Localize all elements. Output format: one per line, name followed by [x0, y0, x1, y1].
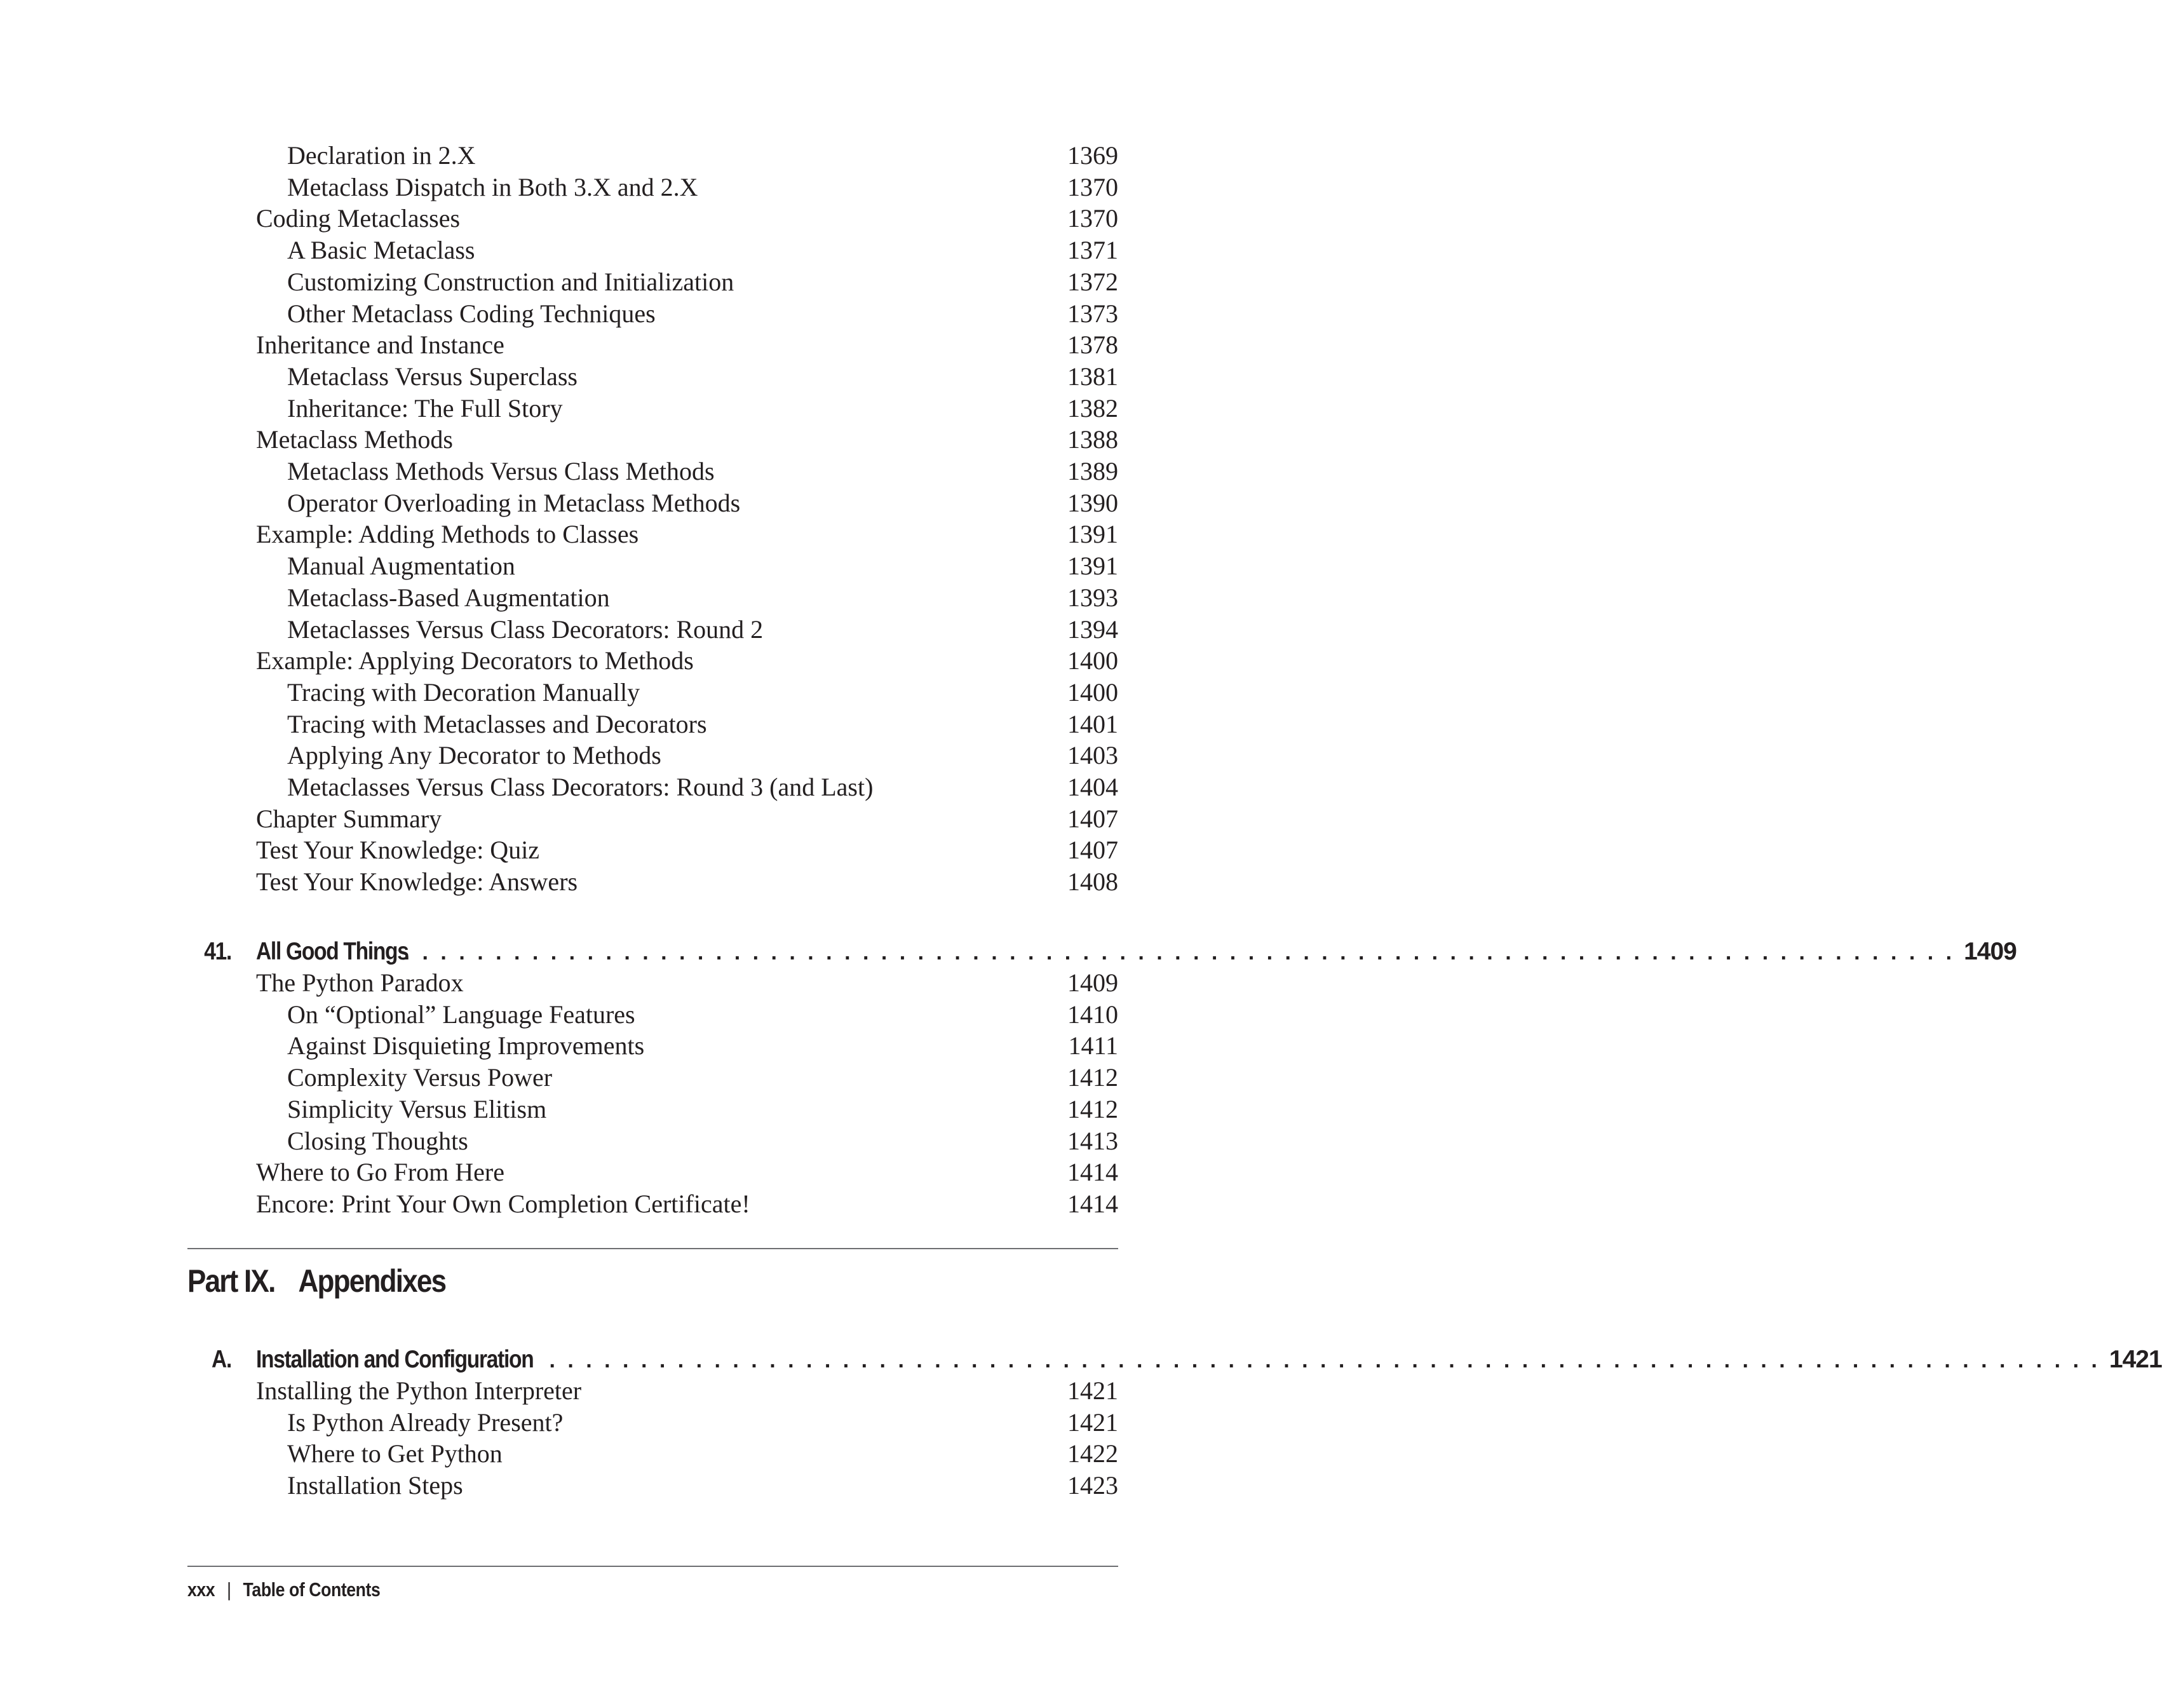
toc-entry-title: Other Metaclass Coding Techniques — [287, 299, 656, 328]
toc-entry-page: 1381 — [1067, 362, 1118, 391]
toc-entry-title: Declaration in 2.X — [287, 141, 476, 170]
toc-entry-page: 1393 — [1067, 583, 1118, 612]
toc-entry-title: Metaclass Methods Versus Class Methods — [287, 457, 715, 485]
toc-entry-title: Metaclass Methods — [256, 425, 453, 454]
toc-entry-page: 1373 — [1067, 299, 1118, 328]
toc-entry-page: 1407 — [1067, 836, 1118, 865]
toc-entry-page: 1410 — [1067, 1000, 1118, 1029]
toc-entry-title: Complexity Versus Power — [287, 1063, 553, 1092]
toc-entry-title: Coding Metaclasses — [256, 204, 461, 233]
appendix-title: Installation and Configuration — [256, 1346, 534, 1373]
toc-entry-page: 1403 — [1067, 741, 1118, 770]
toc-entry-title: Metaclass Versus Superclass — [287, 362, 578, 391]
toc-entry-page: 1414 — [1067, 1158, 1118, 1187]
toc-entry-title: Where to Get Python — [287, 1439, 503, 1468]
footer-separator: | — [227, 1578, 231, 1601]
toc-entry-title: Inheritance: The Full Story — [287, 393, 563, 423]
dot-leader: . . . . . . . . . . . . . . . . . . . . . . . . . . . . . . . . . . . . . . . . . . . . . . . . . . . . . . . . . . . . . . . . . . . . . . . . . . . . . . . . . . . . . — [403, 940, 1956, 965]
toc-entry-title: On “Optional” Language Features — [287, 1000, 635, 1029]
toc-entry-page: 1421 — [1067, 1376, 1118, 1405]
toc-entry-title: Where to Go From Here — [256, 1158, 504, 1187]
toc-entry-page: 1389 — [1067, 457, 1118, 485]
chapter-title: All Good Things — [256, 938, 409, 965]
toc-entry-page: 1390 — [1067, 488, 1118, 517]
toc-entry-title: Closing Thoughts — [287, 1126, 468, 1155]
toc-entry-page: 1391 — [1067, 520, 1118, 549]
toc-entry-title: Installation Steps — [287, 1471, 463, 1500]
toc-entry-page: 1404 — [1067, 773, 1118, 801]
part-label: Part IX. — [187, 1263, 275, 1299]
footer-rule — [187, 1566, 1118, 1567]
chapter-row — [256, 935, 2017, 968]
toc-entry-page: 1412 — [1067, 1063, 1118, 1092]
toc-entry-page: 1370 — [1067, 172, 1118, 201]
chapter-page: 1409 — [1964, 938, 2017, 965]
toc-entry-page: 1370 — [1067, 204, 1118, 233]
toc-entry-page: 1413 — [1067, 1126, 1118, 1155]
toc-entry-title: The Python Paradox — [256, 968, 464, 997]
toc-entry-title: Inheritance and Instance — [256, 330, 504, 360]
footer-section-title: Table of Contents — [243, 1578, 381, 1601]
toc-entry-title: Test Your Knowledge: Answers — [256, 867, 578, 897]
toc-entry-title: Manual Augmentation — [287, 552, 515, 581]
toc-entry-title: Metaclass-Based Augmentation — [287, 583, 610, 612]
toc-entry-page: 1391 — [1067, 552, 1118, 581]
toc-entry-page: 1409 — [1067, 968, 1118, 997]
toc-entry-title: Metaclass Dispatch in Both 3.X and 2.X — [287, 172, 698, 201]
toc-entry-title: A Basic Metaclass — [287, 236, 475, 265]
part-divider-rule — [187, 1248, 1118, 1249]
toc-entry-page: 1371 — [1067, 236, 1118, 265]
toc-entry-title: Installing the Python Interpreter — [256, 1376, 582, 1405]
toc-entry-page: 1400 — [1067, 677, 1118, 707]
toc-entry-title: Encore: Print Your Own Completion Certificate! — [256, 1189, 750, 1218]
toc-entry-page: 1372 — [1067, 267, 1118, 296]
toc-entry-title: Applying Any Decorator to Methods — [287, 741, 661, 770]
toc-entry-page: 1407 — [1067, 804, 1118, 833]
toc-entry-title: Operator Overloading in Metaclass Methods — [287, 488, 741, 517]
toc-entry-title: Simplicity Versus Elitism — [287, 1094, 547, 1123]
part-heading — [187, 1261, 445, 1301]
toc-entry-page: 1421 — [1067, 1407, 1118, 1437]
toc-entry-title: Metaclasses Versus Class Decorators: Round 3 (and Last) — [287, 773, 874, 801]
appendix-page: 1421 — [2109, 1346, 2162, 1373]
toc-entry-page: 1369 — [1067, 141, 1118, 170]
toc-entry-page: 1411 — [1068, 1031, 1118, 1061]
toc-entry-page: 1423 — [1067, 1471, 1118, 1500]
toc-entry-title: Test Your Knowledge: Quiz — [256, 836, 540, 865]
toc-entry-title: Tracing with Decoration Manually — [287, 677, 640, 707]
toc-entry-page: 1400 — [1067, 646, 1118, 675]
page-footer — [187, 1577, 380, 1603]
toc-entry-page: 1388 — [1067, 425, 1118, 454]
appendix-row — [256, 1343, 2162, 1376]
toc-entry-page: 1382 — [1067, 393, 1118, 423]
toc-entry-page: 1408 — [1067, 867, 1118, 897]
toc-entry-page: 1378 — [1067, 330, 1118, 360]
toc-entry-title: Customizing Construction and Initialization — [287, 267, 734, 296]
toc-entry-title: Against Disquieting Improvements — [287, 1031, 645, 1061]
toc-entry-page: 1394 — [1067, 614, 1118, 644]
toc-entry-page: 1401 — [1067, 709, 1118, 738]
toc-entry-title: Example: Applying Decorators to Methods — [256, 646, 694, 675]
chapter-number: 41. — [204, 938, 231, 965]
toc-entry-title: Chapter Summary — [256, 804, 442, 833]
toc-entry-title: Example: Adding Methods to Classes — [256, 520, 639, 549]
toc-entry-page: 1422 — [1067, 1439, 1118, 1468]
toc-entry-title: Is Python Already Present? — [287, 1407, 564, 1437]
toc-entry-page: 1414 — [1067, 1189, 1118, 1218]
part-title: Appendixes — [298, 1263, 446, 1299]
dot-leader: . . . . . . . . . . . . . . . . . . . . . . . . . . . . . . . . . . . . . . . . . . . . . . . . . . . . . . . . . . . . . . . . . . . . . . . . . . . . . . . . . . . . . — [549, 1348, 2100, 1372]
footer-page-number: xxx — [187, 1578, 215, 1601]
toc-entry-title: Metaclasses Versus Class Decorators: Round 2 — [287, 614, 764, 644]
appendix-number: A. — [212, 1346, 231, 1373]
toc-entry-title: Tracing with Metaclasses and Decorators — [287, 709, 707, 738]
toc-entry-page: 1412 — [1067, 1094, 1118, 1123]
